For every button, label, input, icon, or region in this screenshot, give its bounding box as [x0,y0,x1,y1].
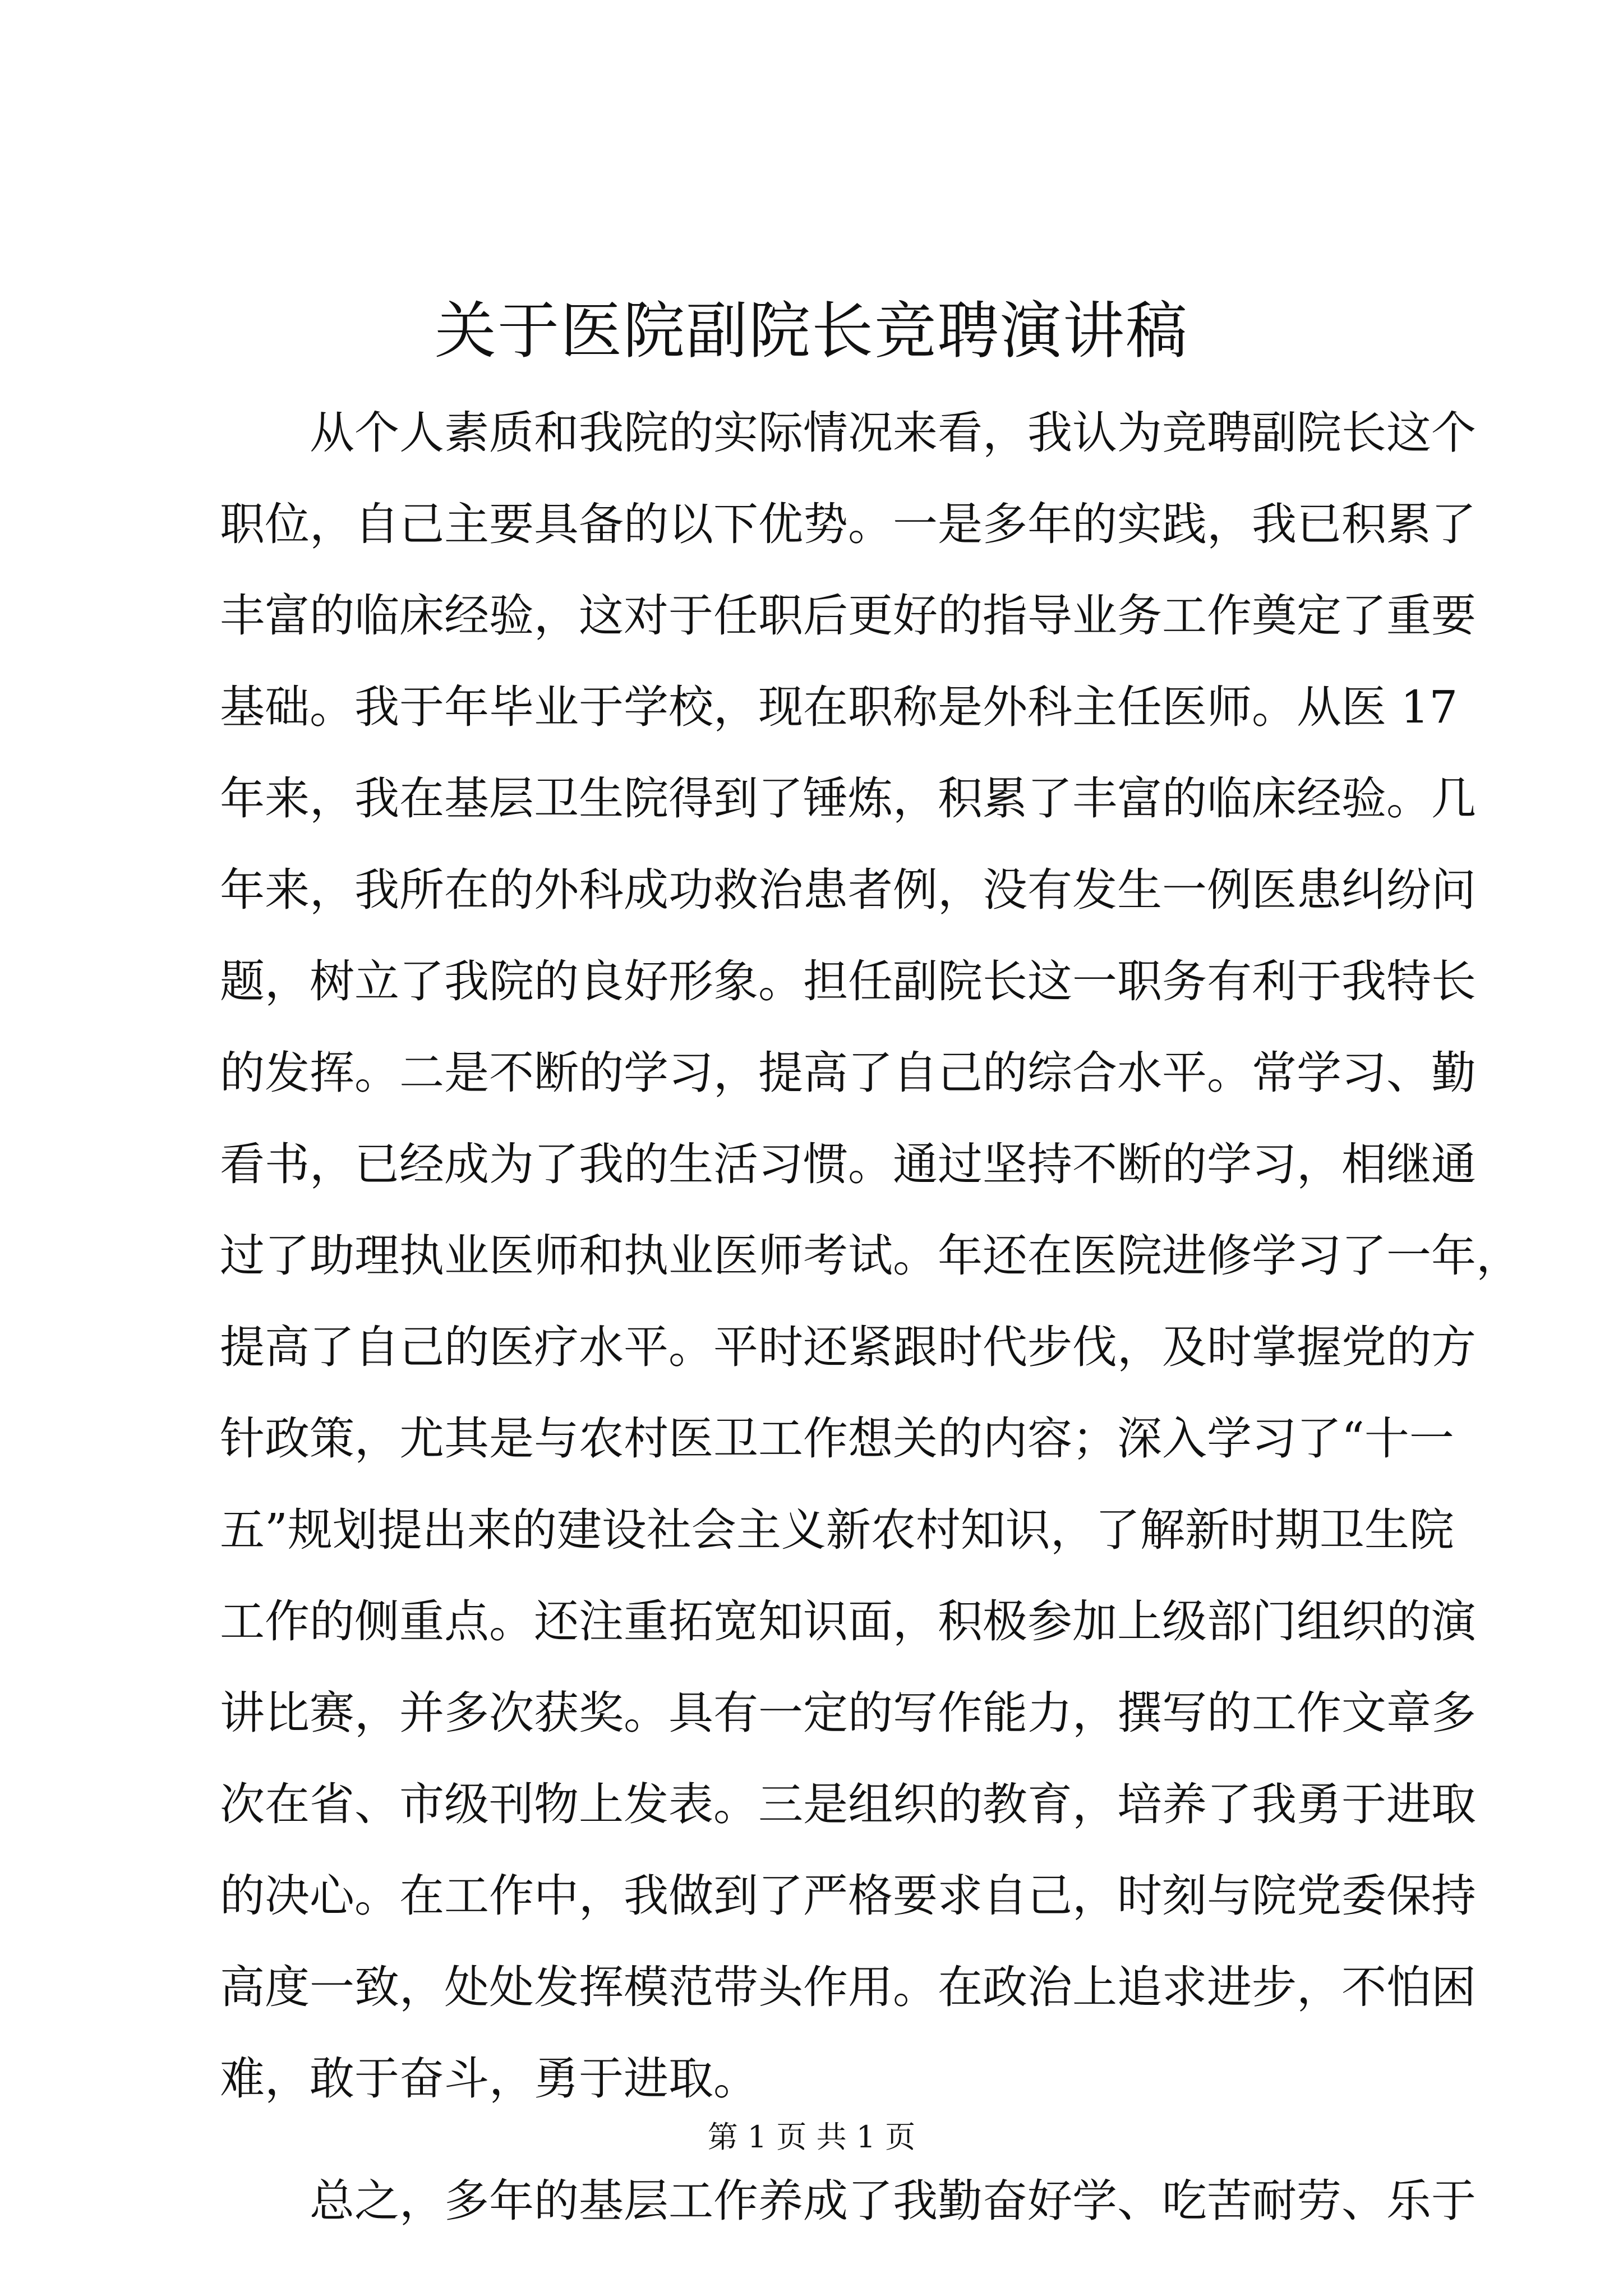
text-line: 工作的侧重点。还注重拓宽知识面，积极参加上级部门组织的演 [220,1595,1476,1648]
page-footer: 第 1 页 共 1 页 [707,2119,916,2155]
text-line: 针政策，尤其是与农村医卫工作想关的内容；深入学习了“十一 [220,1412,1454,1465]
text-line: 五”规划提出来的建设社会主义新农村知识，了解新时期卫生院 [220,1504,1454,1556]
text-line: 职位，自己主要具备的以下优势。一是多年的实践，我已积累了 [220,498,1476,550]
text-line: 看书，已经成为了我的生活习惯。通过坚持不断的学习，相继通 [220,1138,1476,1190]
text-line: 丰富的临床经验，这对于任职后更好的指导业务工作奠定了重要 [220,590,1476,642]
paragraph-2 [220,2155,1476,2247]
text-line: 总之，多年的基层工作养成了我勤奋好学、吃苦耐劳、乐于 [310,2175,1476,2227]
text-line: 过了助理执业医师和执业医师考试。年还在医院进修学习了一年， [220,1230,1521,1282]
document-title: 关于医院副院长竞聘演讲稿 [435,295,1188,367]
text-line: 讲比赛，并多次获奖。具有一定的写作能力，撰写的工作文章多 [220,1687,1476,1739]
text-line: 提高了自己的医疗水平。平时还紧跟时代步伐，及时掌握党的方 [220,1321,1476,1373]
document-body [220,387,1521,2247]
text-line: 年来，我所在的外科成功救治患者例，没有发生一例医患纠纷问 [220,864,1476,916]
text-line: 基础。我于年毕业于学校，现在职称是外科主任医师。从医 17 [220,681,1458,733]
text-line: 年来，我在基层卫生院得到了锤炼，积累了丰富的临床经验。几 [220,772,1476,825]
text-line: 的发挥。二是不断的学习，提高了自己的综合水平。常学习、勤 [220,1047,1476,1099]
text-line: 次在省、市级刊物上发表。三是组织的教育，培养了我勇于进取 [220,1778,1476,1830]
text-line: 高度一致，处处发挥模范带头作用。在政治上追求进步，不怕困 [220,1961,1476,2013]
text-line: 难，敢于奋斗，勇于进取。 [220,2053,758,2105]
text-line: 的决心。在工作中，我做到了严格要求自己，时刻与院党委保持 [220,1870,1476,1922]
text-line: 题，树立了我院的良好形象。担任副院长这一职务有利于我特长 [220,955,1476,1007]
text-line: 从个人素质和我院的实际情况来看，我认为竞聘副院长这个 [310,407,1476,459]
paragraph-1 [220,387,1521,2124]
